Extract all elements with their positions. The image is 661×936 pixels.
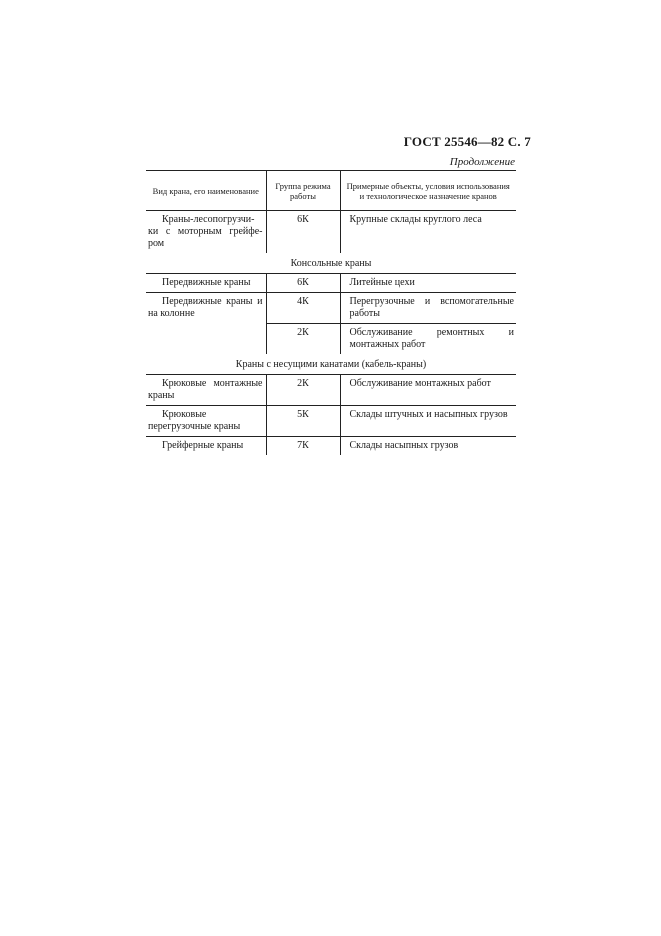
cell-work-group: 4К [266, 293, 340, 324]
table-row [146, 293, 516, 324]
page-header-doc-ref: ГОСТ 25546—82 С. 7 [403, 134, 531, 149]
crane-table [146, 170, 516, 455]
column-header-work-group: Группа режима работы [266, 171, 340, 211]
table-header-row [146, 171, 516, 211]
cell-objects: Крупные склады круглого леса [349, 214, 482, 225]
cell-work-group: 2К [266, 324, 340, 355]
cell-objects: Обслуживание монтажных работ [340, 375, 516, 406]
column-header-crane-type: Вид крана, его наименование [146, 171, 266, 211]
table-row [146, 406, 516, 437]
cell-work-group: 5К [266, 406, 340, 437]
cell-objects: Склады штучных и насыпных грузов [340, 406, 516, 437]
cell-crane-type: Крюковые перегрузочные краны [146, 406, 266, 437]
cell-crane-type: Краны-лесопогрузчи-ки с моторным грейфе-ром [146, 211, 266, 254]
column-header-objects: Примерные объекты, условия использования и технологическое назначение кранов [340, 171, 516, 211]
cell-objects: Обслуживание ремонтных и монтажных работ [340, 324, 516, 355]
cell-crane-type: Передвижные краны [146, 274, 266, 293]
cell-work-group: 6К [266, 274, 340, 293]
crane-table-container [146, 170, 516, 455]
cell-work-group: 2К [266, 375, 340, 406]
table-row [146, 375, 516, 406]
cell-crane-type: Крюковые монтажные краны [146, 375, 266, 406]
cell-objects: Перегрузочные и вспомогательные работы [340, 293, 516, 324]
section-title: Краны с несущими канатами (кабель-краны) [235, 359, 427, 370]
cell-crane-type: Передвижные краны и на колонне [146, 293, 266, 355]
table-row [146, 437, 516, 456]
cell-work-group: 7К [266, 437, 340, 456]
cell-objects: Литейные цехи [340, 274, 516, 293]
section-row [146, 253, 516, 274]
section-title: Консольные краны [290, 258, 372, 269]
table-row [146, 274, 516, 293]
table-row [146, 211, 516, 254]
cell-work-group: 6К [266, 211, 340, 254]
cell-objects: Склады насыпных грузов [340, 437, 516, 456]
continuation-label: Продолжение [449, 156, 515, 168]
section-row [146, 354, 516, 375]
cell-crane-type: Грейферные краны [146, 437, 266, 456]
